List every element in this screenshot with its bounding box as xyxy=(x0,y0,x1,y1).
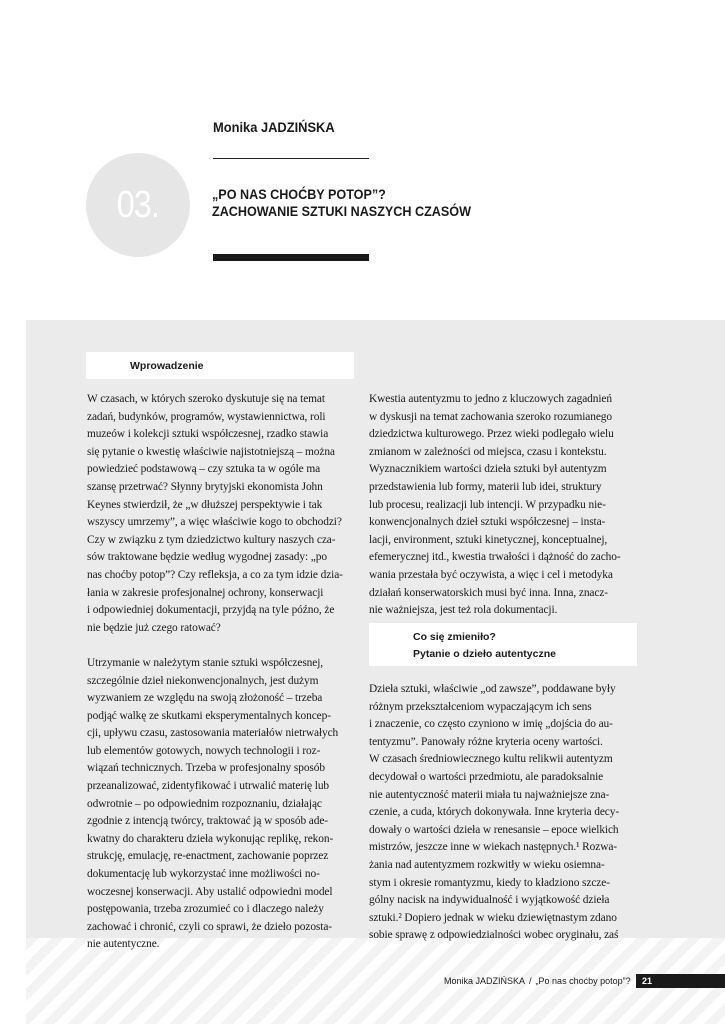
text-line: lub elementów gotowych, nowych technologii i roz- xyxy=(87,744,321,757)
text-line: lacji, environment, sztuki kinetycznej, konceptualnej, xyxy=(369,533,608,546)
text-line: W czasach średniowiecznego kultu relikwii autentyzm xyxy=(369,753,613,766)
text-line: zachować i chronić, czyli co sprawi, że dzieło pozosta- xyxy=(87,920,332,933)
text-line: działań konserwatorskich musi być inna. Inna, znacz- xyxy=(369,586,608,599)
chapter-title xyxy=(212,186,471,220)
text-line: zadań, budynków, programów, wystawiennictwa, roli xyxy=(87,410,326,423)
text-line: różnym przekształceniom wypaczającym ich sens xyxy=(369,700,592,713)
text-line: zmianom w zależności od miejsca, czasu i kontekstu. xyxy=(369,445,607,458)
text-line: się pytanie o kwestię właściwie najistotniejszą – można xyxy=(87,445,335,458)
section-heading-changed-line-1: Co się zmieniło? xyxy=(413,631,496,643)
text-line: nie będzie już czego ratować? xyxy=(87,621,221,634)
text-line: wyzwaniem ze względu na swoją złożoność – trzeba xyxy=(87,692,323,705)
text-line: odwrotnie – po odpowiednim rozpoznaniu, działając xyxy=(87,797,322,810)
text-line: żania nad autentyzmem rozkwitły w wieku osiemna- xyxy=(369,858,605,871)
header-background xyxy=(0,0,725,320)
text-line: podjąć walkę ze skutkami eksperymentalnych koncep- xyxy=(87,709,331,722)
text-line: szczególnie dzieł niekonwencjonalnych, jest dużym xyxy=(87,674,319,687)
footer-title: „Po nas choćby potop”? xyxy=(535,976,631,986)
left-paragraph-2 xyxy=(87,655,343,954)
left-margin xyxy=(0,0,26,1024)
text-line: tentyzmu”. Panowały różne kryteria oceny wartości. xyxy=(369,735,603,748)
right-paragraph-1 xyxy=(369,391,621,620)
text-line: nie autentyczne. xyxy=(87,938,160,951)
text-line: przedstawienia lub formy, materii lub idei, struktury xyxy=(369,480,602,493)
text-line: w dyskusji na temat zachowania szeroko rozumianego xyxy=(369,410,612,423)
text-line: konwencjonalnych dzieł sztuki współczesnej – insta- xyxy=(369,516,606,529)
text-line: muzeów i kolekcji sztuki współczesnej, rzadko stawia xyxy=(87,428,329,441)
section-heading-changed-line-2: Pytanie o dzieło autentyczne xyxy=(413,648,556,660)
text-line: stym i okresie romantyzmu, kiedy to kładziono szcze- xyxy=(369,876,610,889)
text-line: sobie sprawę z odpowiedzialności wobec oryginału, zaś xyxy=(369,929,619,942)
text-line: Utrzymanie w należytym stanie sztuki współczesnej, xyxy=(87,656,324,669)
text-line: powiedzieć podstawową – czy sztuka ta w ogóle ma xyxy=(87,463,321,476)
thin-divider xyxy=(213,158,369,159)
text-line: dokumentację lub wykorzystać inne możliwości no- xyxy=(87,868,320,881)
left-paragraph-1 xyxy=(87,391,343,637)
text-line: decydował o wartości przedmiotu, ale paradoksalnie xyxy=(369,770,604,783)
page-number-box xyxy=(636,974,725,988)
text-line: efemerycznej itd., kwestia trwałości i dążność do zacho- xyxy=(369,551,621,564)
text-line: nie autentyczność materii miała tu najważniejsze zna- xyxy=(369,788,610,801)
text-line: kwatny do charakteru dzieła wykonując replikę, rekon- xyxy=(87,832,334,845)
page-number: 21 xyxy=(642,976,653,986)
text-line: sztuki.² Dopiero jednak w wieku dziewiętnastym zdano xyxy=(369,911,617,924)
text-line: i znaczenie, co często czyniono w imię „dojścia do au- xyxy=(369,718,613,731)
text-line: Czy w związku z tym dziedzictwo kultury naszych cza- xyxy=(87,533,336,546)
text-line: łania w zakresie profesjonalnej ochrony, konserwacji xyxy=(87,586,324,599)
text-line: mistrzów, jeszcze inne w wiekach następnych.¹ Rozwa- xyxy=(369,841,617,854)
text-line: lub procesu, realizacji lub intencji. W przypadku nie- xyxy=(369,498,606,511)
text-line: Wyznacznikiem wartości dzieła sztuki był autentyzm xyxy=(369,463,607,476)
text-line: postępowania, trzeba zrozumieć co i dlaczego należy xyxy=(87,903,324,916)
left-column xyxy=(87,391,343,954)
text-line: czenie, a cuda, których dokonywała. Inne kryteria decy- xyxy=(369,806,620,819)
text-line: wania przestała być oczywista, a więc i cel i metodyka xyxy=(369,568,613,581)
text-line: dziedzictwa kulturowego. Przez wieki podlegało wielu xyxy=(369,428,614,441)
text-line: nie ważniejsza, jest też rola dokumentacji. xyxy=(369,604,558,617)
text-line: W czasach, w których szeroko dyskutuje się na temat xyxy=(87,393,325,405)
chapter-number-circle xyxy=(86,153,190,257)
text-line: gólny nacisk na indywidualność i wyjątkowość dzieła xyxy=(369,894,610,907)
right-paragraph-2 xyxy=(369,681,619,945)
section-heading-intro-text: Wprowadzenie xyxy=(130,360,204,372)
text-line: woczesnej konserwacji. Aby ustalić odpowiedni model xyxy=(87,885,333,898)
footer-separator: / xyxy=(529,976,532,986)
text-line: Dzieła sztuki, właściwie „od zawsze”, poddawane były xyxy=(369,683,616,695)
chapter-title-line-2: ZACHOWANIE SZTUKI NASZYCH CZASÓW xyxy=(212,203,471,219)
text-line: strukcję, emulację, re-enactment, zachowanie poprzez xyxy=(87,850,329,863)
author-name: Monika JADZIŃSKA xyxy=(213,119,335,135)
text-line: nas choćby potop”? Czy refleksja, a co za tym idzie dzia- xyxy=(87,568,343,581)
text-line: szansę przetrwać? Słynny brytyjski ekonomista John xyxy=(87,480,323,493)
text-line: cji, upływu czasu, zastosowania materiałów nietrwałych xyxy=(87,727,339,740)
chapter-title-line-1: „PO NAS CHOĆBY POTOP”? xyxy=(212,186,386,202)
footer-author: Monika JADZIŃSKA xyxy=(444,976,526,986)
text-line: i odpowiedniej dokumentacji, przyjdą na tyle późno, że xyxy=(87,604,335,617)
section-heading-changed xyxy=(369,623,637,666)
thick-divider xyxy=(213,254,369,261)
text-line: wiązań technicznych. Trzeba w profesjonalny sposób xyxy=(87,762,325,775)
running-footer xyxy=(444,974,631,988)
section-heading-intro xyxy=(86,352,354,379)
text-line: przeanalizować, zidentyfikować i utrwalić materię lub xyxy=(87,780,330,793)
text-line: Kwestia autentyzmu to jedno z kluczowych zagadnień xyxy=(369,393,612,405)
text-line: wszyscy umrzemy”, a więc właściwie kogo to obchodzi? xyxy=(87,516,342,529)
text-line: zgodnie z intencją twórcy, traktować ją w sposób ade- xyxy=(87,815,328,828)
text-line: sów traktowane będzie według wygodnej zasady: „po xyxy=(87,551,327,564)
chapter-number: 03. xyxy=(116,183,160,226)
text-line: Keynes stwierdził, że „w dłuższej perspektywie i tak xyxy=(87,498,323,511)
text-line: dowały o wartości dzieła w renesansie – epoce wielkich xyxy=(369,823,619,836)
